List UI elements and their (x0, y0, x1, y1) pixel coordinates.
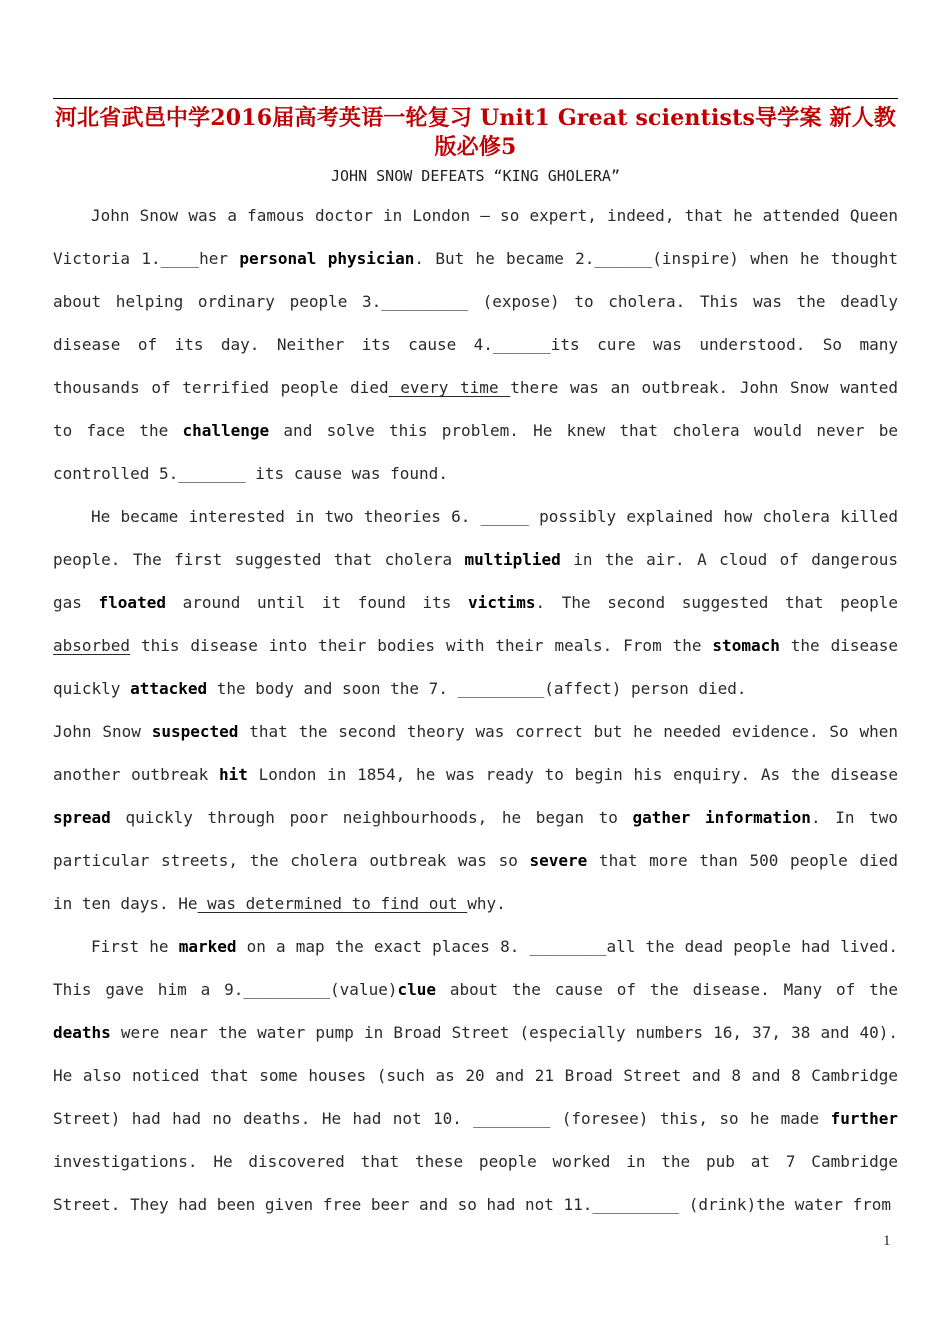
key-vocabulary: floated (98, 593, 166, 612)
key-vocabulary: attacked (130, 679, 208, 698)
passage-text: John Snow was a famous doctor in London — so expert, indeed, that he attended Queen Victoria 1.____her (53, 206, 898, 268)
key-vocabulary: spread (53, 808, 111, 827)
passage-body (53, 194, 898, 1226)
header-rule (53, 98, 898, 99)
passage-text: why. (467, 894, 506, 913)
passage-text: on a map the exact places 8. ________all the dead people had lived. This gave him a 9._________(value) (53, 937, 899, 999)
passage-text: that the second theory was correct but he needed evidence. So when another outbreak (53, 722, 899, 784)
key-phrase: every time (388, 378, 511, 397)
passage-text: the disease quickly (53, 636, 899, 698)
passage-paragraph (53, 925, 898, 1226)
key-vocabulary: personal physician (239, 249, 415, 268)
passage-paragraph (53, 194, 898, 495)
passage-text: the body and soon the 7. _________(affect) person died. (207, 679, 747, 698)
passage-text: investigations. He discovered that these people worked in the pub at 7 Cambridge Street. They had been given free beer and so had not 11._________ (drink)the water from (53, 1152, 898, 1214)
document-title: 河北省武邑中学2016届高考英语一轮复习 Unit1 Great scientists导学案 新人教版必修5 (54, 105, 897, 160)
key-vocabulary: marked (178, 937, 237, 956)
key-phrase: absorbed (53, 636, 131, 655)
passage-text: about the cause of the disease. Many of the (436, 980, 899, 999)
passage-text: . In two particular streets, the cholera outbreak was so (53, 808, 899, 870)
passage-text: were near the water pump in Broad Street (especially numbers 16, 37, 38 and 40). He also noticed that some houses (such as 20 and 21 Broad Street and 8 and 8 Cambridge Street) had had no deaths. He had not 10. ________ (foresee) this, so he made (53, 1023, 898, 1128)
passage-text: . But he became 2.______(inspire) when he thought about helping ordinary people 3._________ (expose) to cholera. This was the deadly disease of its day. Neither its cause 4.______its cure was understood. So many thousands of terrified people died (53, 249, 898, 397)
key-vocabulary: multiplied (464, 550, 561, 569)
passage-text: quickly through poor neighbourhoods, he began to (110, 808, 633, 827)
key-vocabulary: deaths (53, 1023, 111, 1042)
passage-paragraph (53, 710, 898, 925)
key-vocabulary: hit (218, 765, 248, 784)
passage-text: in the air. A cloud of dangerous gas (53, 550, 898, 612)
key-vocabulary: clue (397, 980, 437, 999)
passage-text: this disease into their bodies with their meals. From the (130, 636, 713, 655)
key-vocabulary: victims (468, 593, 536, 612)
passage-text: there was an outbreak. John Snow wanted to face the (53, 378, 898, 440)
key-phrase: was determined to find out (197, 894, 468, 913)
key-vocabulary: suspected (151, 722, 239, 741)
passage-text: London in 1854, he was ready to begin his enquiry. As the disease (247, 765, 898, 784)
passage-text: and solve this problem. He knew that cholera would never be controlled 5._______ its cause was found. (53, 421, 899, 483)
passage-text: . The second suggested that people (535, 593, 898, 612)
passage-text: John Snow (53, 722, 152, 741)
key-vocabulary: severe (529, 851, 588, 870)
page-number: 1 (883, 1233, 891, 1249)
passage-text: around until it found its (165, 593, 469, 612)
passage-text: He became interested in two theories 6. _____ possibly explained how cholera killed people. The first suggested that cholera (53, 507, 898, 569)
key-vocabulary: further (830, 1109, 898, 1128)
passage-text: First he (91, 937, 179, 956)
passage-title: JOHN SNOW DEFEATS “KING GHOLERA” (331, 167, 620, 185)
passage-paragraph (53, 495, 898, 710)
key-vocabulary: gather information (632, 808, 811, 827)
key-vocabulary: challenge (182, 421, 270, 440)
key-vocabulary: stomach (712, 636, 780, 655)
passage-text: that more than 500 people died in ten days. He (53, 851, 898, 913)
